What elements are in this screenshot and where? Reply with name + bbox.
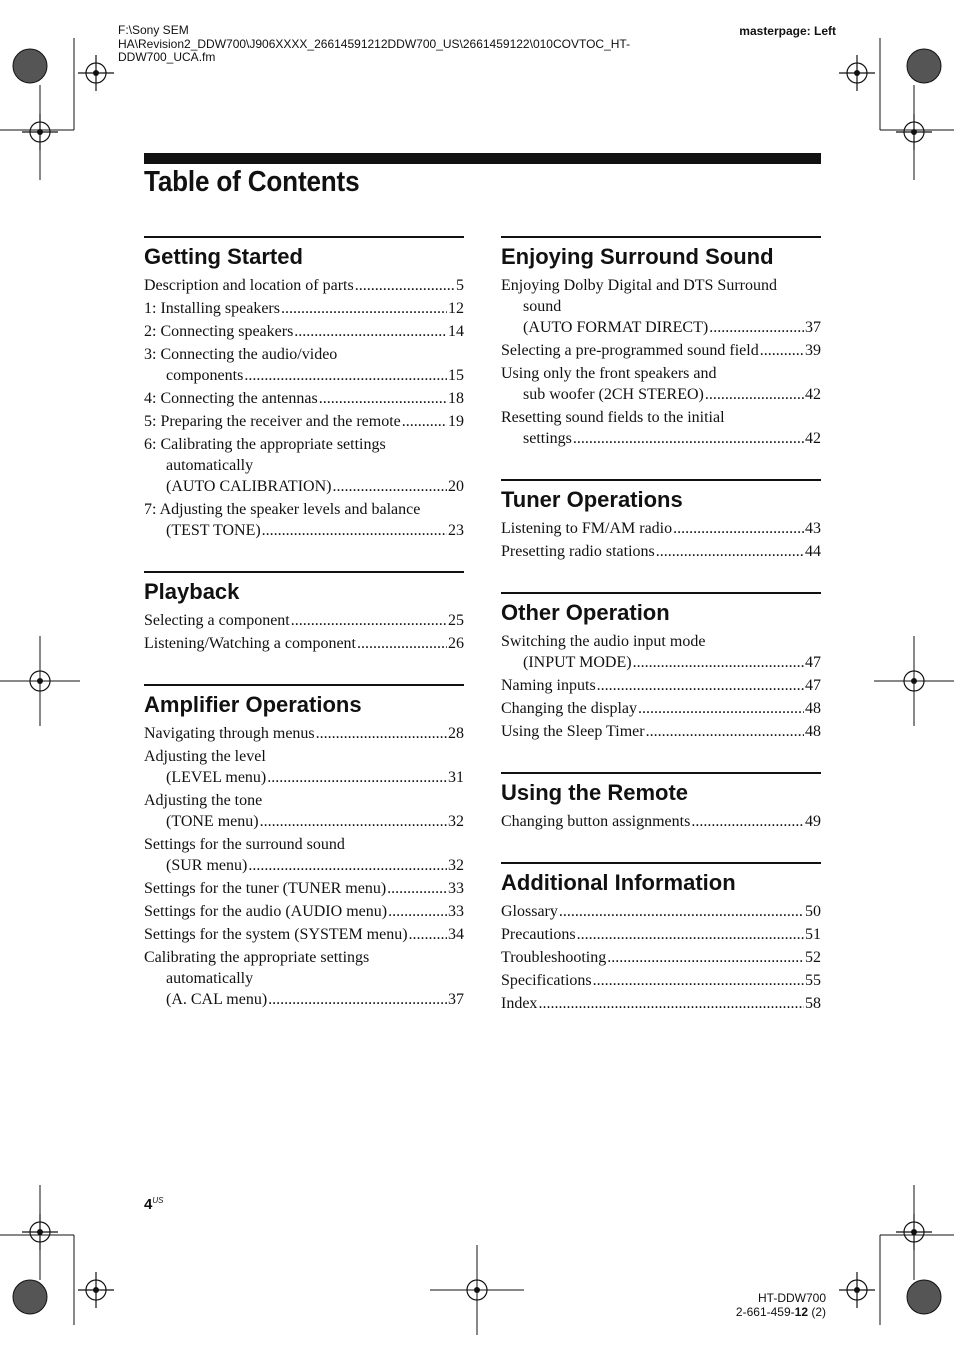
toc-entry-page: 44 [805, 543, 821, 560]
part-number-revision: 12 [794, 1305, 808, 1319]
toc-entry[interactable] [501, 275, 821, 338]
section-heading: Tuner Operations [501, 487, 683, 512]
toc-entry-title: (LEVEL menu) [166, 769, 267, 786]
toc-entry-page: 47 [805, 677, 821, 694]
toc-entry[interactable] [144, 610, 464, 631]
toc-entry-title: Troubleshooting [501, 949, 607, 966]
dot-leader [607, 947, 804, 968]
toc-entry[interactable] [144, 411, 464, 432]
toc-entry-page: 50 [805, 903, 821, 920]
toc-entry-page: 26 [448, 635, 464, 652]
toc-entry-title: Glossary [501, 903, 558, 920]
dot-leader [538, 993, 804, 1014]
toc-entry-page: 37 [805, 319, 821, 336]
toc-entry[interactable] [501, 518, 821, 539]
dot-leader [294, 321, 447, 342]
toc-entry[interactable] [144, 321, 464, 342]
toc-entry-text-line: Switching the audio input mode [501, 633, 706, 650]
model-name: HT-DDW700 [757, 1291, 826, 1305]
toc-entry-page: 20 [448, 478, 464, 495]
dot-leader [577, 924, 804, 945]
toc-entry-title: 2: Connecting speakers [144, 323, 294, 340]
toc-entry[interactable] [501, 407, 821, 449]
toc-entry[interactable] [501, 901, 821, 922]
dot-leader [248, 855, 447, 876]
model-info [736, 1291, 826, 1319]
toc-entry-title: Changing button assignments [501, 813, 691, 830]
toc-entry-text-line: Settings for the surround sound [144, 836, 345, 853]
toc-entry-title: Listening/Watching a component [144, 635, 356, 652]
toc-entry-text-line: 3: Connecting the audio/video [144, 346, 338, 363]
toc-entry-page: 28 [448, 725, 464, 742]
toc-entry-page: 19 [448, 413, 464, 430]
toc-entry-title: 1: Installing speakers [144, 300, 280, 317]
toc-entry-title: Settings for the audio (AUDIO menu) [144, 903, 388, 920]
dot-leader [267, 767, 447, 788]
dot-leader [387, 878, 447, 899]
dot-leader [262, 520, 447, 541]
section-heading: Amplifier Operations [144, 692, 362, 717]
dot-leader [673, 518, 804, 539]
toc-entry[interactable] [144, 723, 464, 744]
toc-entry-page: 15 [448, 367, 464, 384]
toc-entry-title: 5: Preparing the receiver and the remote [144, 413, 401, 430]
toc-entry[interactable] [144, 834, 464, 876]
toc-entry-page: 25 [448, 612, 464, 629]
toc-entry[interactable] [144, 298, 464, 319]
toc-entry-page: 33 [448, 903, 464, 920]
dot-leader [409, 924, 447, 945]
dot-leader [597, 675, 804, 696]
dot-leader [760, 340, 804, 361]
toc-entry-page: 14 [448, 323, 464, 340]
toc-entry-title: (SUR menu) [166, 857, 248, 874]
toc-entry[interactable] [144, 790, 464, 832]
dot-leader [355, 275, 455, 296]
toc-section-amplifier-operations [144, 684, 464, 1010]
toc-entry-page: 48 [805, 723, 821, 740]
toc-entry-title: Presetting radio stations [501, 543, 655, 560]
toc-entry-title: Listening to FM/AM radio [501, 520, 673, 537]
dot-leader [705, 384, 804, 405]
dot-leader [268, 989, 447, 1010]
toc-entry[interactable] [144, 388, 464, 409]
dot-leader [281, 298, 447, 319]
dot-leader [638, 698, 804, 719]
toc-entry-page: 43 [805, 520, 821, 537]
toc-entry-page: 49 [805, 813, 821, 830]
toc-entry[interactable] [144, 275, 464, 296]
toc-entry-text-line: 6: Calibrating the appropriate settings [144, 436, 386, 453]
toc-entry-title: Settings for the tuner (TUNER menu) [144, 880, 387, 897]
toc-entry[interactable] [144, 434, 464, 497]
toc-entry-page: 18 [448, 390, 464, 407]
page-number-suffix: US [152, 1196, 164, 1205]
toc-entry-page: 33 [448, 880, 464, 897]
dot-leader [573, 428, 804, 449]
toc-entry-title: (TEST TONE) [166, 522, 261, 539]
toc-entry-title: Precautions [501, 926, 576, 943]
toc-entry[interactable] [144, 499, 464, 541]
toc-entry-title: Selecting a component [144, 612, 290, 629]
toc-entry-text-line: Adjusting the level [144, 748, 266, 765]
toc-entry-page: 5 [456, 277, 464, 294]
part-number-suffix: (2) [808, 1305, 826, 1319]
toc-entry-page: 42 [805, 430, 821, 447]
dot-leader [709, 317, 804, 338]
toc-entry[interactable] [501, 541, 821, 562]
dot-leader [593, 970, 804, 991]
toc-entry-title: Navigating through menus [144, 725, 315, 742]
toc-entry[interactable] [144, 878, 464, 899]
part-number-prefix: 2-661-459- [735, 1305, 795, 1319]
toc-entry-title: Selecting a pre-programmed sound field [501, 342, 759, 359]
dot-leader [559, 901, 804, 922]
toc-entry-text-line: Resetting sound fields to the initial [501, 409, 725, 426]
toc-entry-page: 23 [448, 522, 464, 539]
toc-entry-text-line: Adjusting the tone [144, 792, 263, 809]
section-heading: Enjoying Surround Sound [501, 244, 774, 269]
toc-entry[interactable] [501, 721, 821, 742]
toc-section-tuner-operations [501, 479, 821, 562]
toc-entry[interactable] [501, 340, 821, 361]
section-heading: Using the Remote [501, 780, 689, 805]
toc-entry-title: settings [523, 430, 572, 447]
dot-leader [244, 365, 447, 386]
toc-entry-title: (AUTO FORMAT DIRECT) [523, 319, 709, 336]
toc-entry-text-line: 7: Adjusting the speaker levels and balance [144, 501, 421, 518]
dot-leader [357, 633, 447, 654]
toc-entry-text-line: Enjoying Dolby Digital and DTS Surround [501, 277, 777, 294]
toc-entry-text-line: automatically [166, 970, 254, 987]
toc-entry-page: 42 [805, 386, 821, 403]
toc-entry-title: Naming inputs [501, 677, 596, 694]
masterpage-label: masterpage: Left [739, 24, 836, 38]
toc-section-getting-started [144, 236, 464, 541]
toc-entry-page: 12 [448, 300, 464, 317]
dot-leader [633, 652, 804, 673]
toc-entry-title: Changing the display [501, 700, 637, 717]
toc-entry[interactable] [501, 631, 821, 673]
section-heading: Other Operation [501, 600, 670, 625]
toc-entry-title: Using the Sleep Timer [501, 723, 645, 740]
toc-column-right [501, 236, 821, 1044]
toc-entry[interactable] [501, 970, 821, 991]
toc-entry-page: 48 [805, 700, 821, 717]
dot-leader [646, 721, 804, 742]
toc-column-left [144, 236, 464, 1040]
toc-entry[interactable] [501, 947, 821, 968]
toc-entry-title: (TONE menu) [166, 813, 259, 830]
toc-entry-title: Specifications [501, 972, 592, 989]
dot-leader [691, 811, 804, 832]
toc-entry-page: 52 [805, 949, 821, 966]
toc-entry-text-line: sound [523, 298, 562, 315]
toc-entry[interactable] [144, 633, 464, 654]
toc-entry[interactable] [144, 924, 464, 945]
toc-entry-title: 4: Connecting the antennas [144, 390, 318, 407]
page-number-value: 4 [144, 1196, 153, 1213]
toc-entry[interactable] [144, 746, 464, 788]
toc-entry-page: 51 [805, 926, 821, 943]
toc-entry[interactable] [144, 344, 464, 386]
toc-entry-page: 37 [448, 991, 464, 1008]
toc-entry[interactable] [144, 947, 464, 1010]
toc-entry-page: 32 [448, 813, 464, 830]
toc-entry[interactable] [501, 811, 821, 832]
toc-entry-title: Settings for the system (SYSTEM menu) [144, 926, 408, 943]
dot-leader [332, 476, 447, 497]
title-rule [144, 153, 821, 164]
toc-entry-text-line: automatically [166, 457, 254, 474]
toc-entry-page: 47 [805, 654, 821, 671]
page-title: Table of Contents [144, 166, 360, 198]
toc-entry-page: 31 [448, 769, 464, 786]
toc-entry[interactable] [144, 901, 464, 922]
toc-entry-title: (INPUT MODE) [523, 654, 632, 671]
dot-leader [291, 610, 447, 631]
toc-entry-title: (A. CAL menu) [166, 991, 268, 1008]
dot-leader [402, 411, 447, 432]
toc-entry-title: Index [501, 995, 538, 1012]
dot-leader [260, 811, 447, 832]
section-heading: Playback [144, 579, 240, 604]
dot-leader [316, 723, 447, 744]
toc-entry-text-line: Calibrating the appropriate settings [144, 949, 370, 966]
toc-entry[interactable] [501, 363, 821, 405]
dot-leader [656, 541, 804, 562]
toc-entry-page: 32 [448, 857, 464, 874]
toc-entry-page: 39 [805, 342, 821, 359]
toc-entry-page: 34 [448, 926, 464, 943]
toc-entry[interactable] [501, 924, 821, 945]
toc-entry-title: components [166, 367, 244, 384]
toc-entry-title: (AUTO CALIBRATION) [166, 478, 332, 495]
part-number [736, 1305, 826, 1319]
section-heading: Additional Information [501, 870, 736, 895]
toc-section-using-the-remote [501, 772, 821, 832]
toc-section-other-operation [501, 592, 821, 742]
toc-entry[interactable] [501, 675, 821, 696]
toc-entry-title: Description and location of parts [144, 277, 354, 294]
page-number [144, 1196, 163, 1213]
dot-leader [388, 901, 447, 922]
dot-leader [319, 388, 447, 409]
toc-entry-title: sub woofer (2CH STEREO) [523, 386, 704, 403]
toc-entry-page: 58 [805, 995, 821, 1012]
toc-section-playback [144, 571, 464, 654]
toc-entry[interactable] [501, 698, 821, 719]
toc-section-enjoying-surround-sound [501, 236, 821, 449]
toc-section-additional-information [501, 862, 821, 1014]
file-path: F:\Sony SEM HA\Revision2_DDW700\J906XXXX_26614591212DDW700_US\2661459122\010COVTOC_HT- DDW700_UCA.fm [118, 23, 631, 64]
toc-entry-text-line: Using only the front speakers and [501, 365, 717, 382]
section-heading: Getting Started [144, 244, 303, 269]
toc-entry[interactable] [501, 993, 821, 1014]
toc-entry-page: 55 [805, 972, 821, 989]
